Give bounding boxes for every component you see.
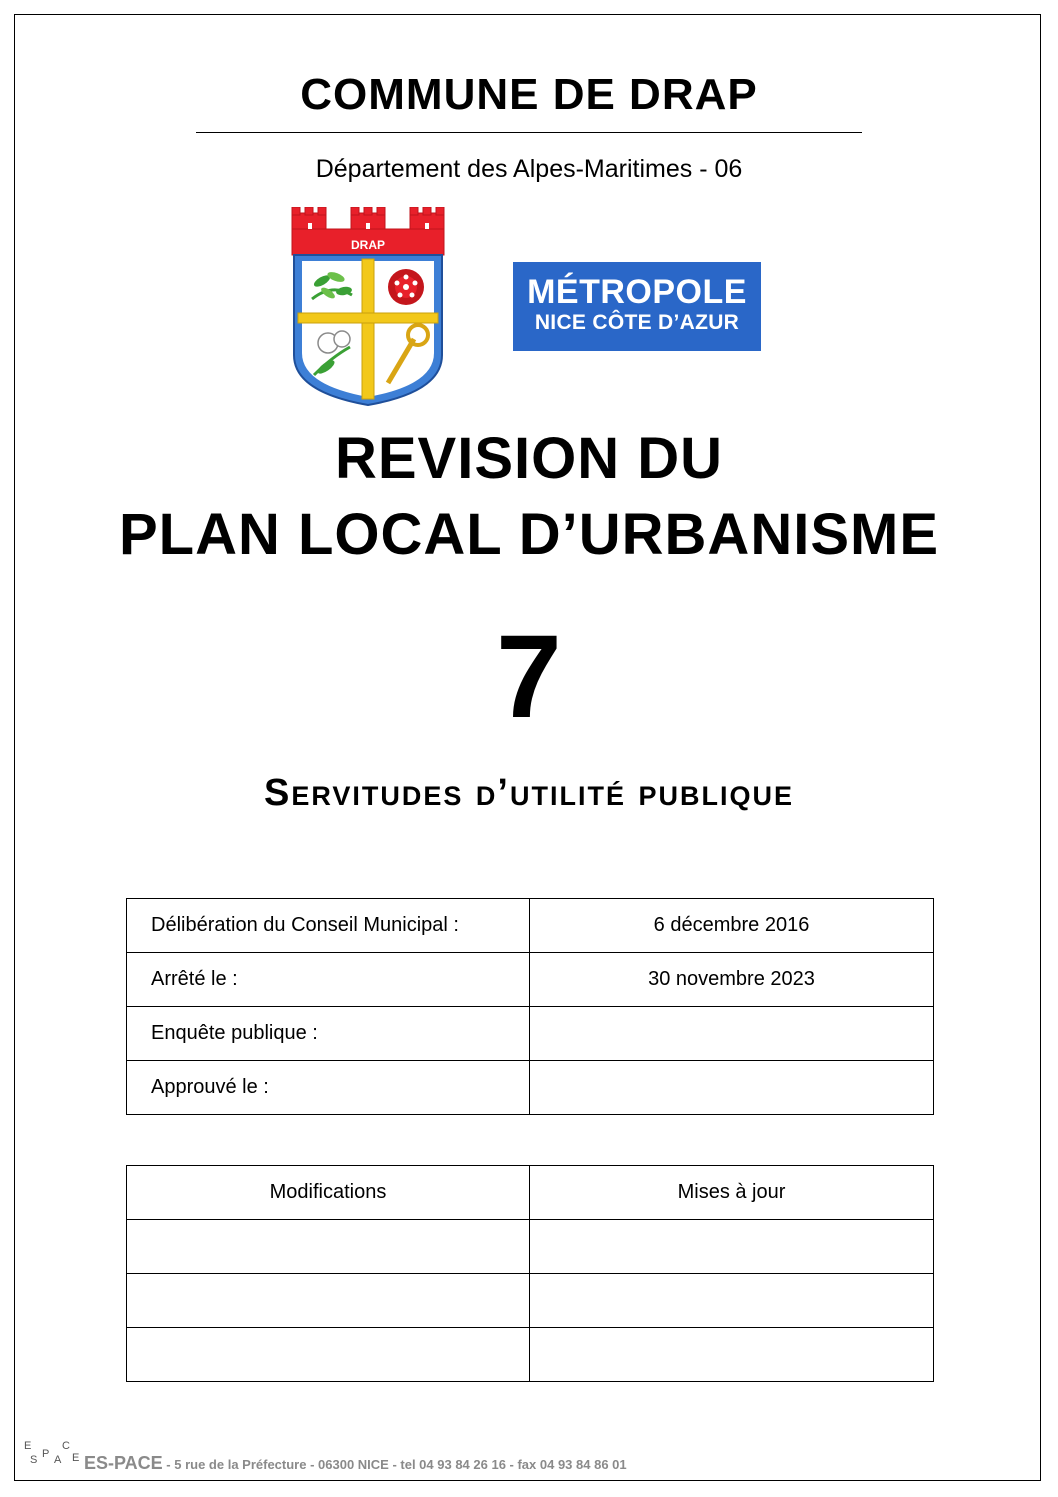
procedure-label: Approuvé le : <box>127 1061 530 1115</box>
table-cell <box>530 1220 934 1274</box>
crest-label: DRAP <box>350 238 386 252</box>
modifications-table <box>126 1165 934 1382</box>
table-row <box>127 899 934 953</box>
table-row <box>127 1274 934 1328</box>
table-cell <box>127 1328 530 1382</box>
table-cell <box>127 1274 530 1328</box>
procedure-value: 30 novembre 2023 <box>530 953 934 1007</box>
procedure-label: Délibération du Conseil Municipal : <box>127 899 530 953</box>
table-row <box>127 953 934 1007</box>
column-header-modifications: Modifications <box>127 1166 530 1220</box>
procedure-value: 6 décembre 2016 <box>530 899 934 953</box>
metropole-logo-line2: NICE CÔTE D’AZUR <box>534 311 740 334</box>
document-subtitle: Servitudes d’utilité publique <box>263 772 795 814</box>
metropole-logo-line1: MÉTROPOLE <box>527 273 747 311</box>
table-cell <box>530 1328 934 1382</box>
commune-title: COMMUNE DE DRAP <box>300 70 758 119</box>
footer-address: - 5 rue de la Préfecture - 06300 NICE - tel 04 93 84 26 16 - fax 04 93 84 86 01 <box>162 1457 627 1472</box>
procedure-label: Arrêté le : <box>127 953 530 1007</box>
procedure-value <box>530 1007 934 1061</box>
table-row <box>127 1061 934 1115</box>
document-title-line1: REVISION DU <box>334 426 724 491</box>
procedure-value <box>530 1061 934 1115</box>
procedure-label: Enquête publique : <box>127 1007 530 1061</box>
footer <box>22 1440 1022 1476</box>
footer-contact <box>84 1453 627 1474</box>
rose-icon <box>388 269 424 305</box>
drap-coat-of-arms <box>288 207 448 407</box>
table-row <box>127 1328 934 1382</box>
table-header-row <box>127 1166 934 1220</box>
table-cell <box>530 1274 934 1328</box>
table-cell <box>127 1220 530 1274</box>
espace-logo: E S P A C E <box>24 1440 80 1466</box>
table-row <box>127 1220 934 1274</box>
header-divider <box>196 132 862 133</box>
document-title-line2: PLAN LOCAL D’URBANISME <box>118 502 940 567</box>
volume-number: 7 <box>496 611 562 743</box>
column-header-mises-a-jour: Mises à jour <box>530 1166 934 1220</box>
procedure-table <box>126 898 934 1115</box>
table-row <box>127 1007 934 1061</box>
metropole-logo <box>513 262 761 351</box>
department-subtitle: Département des Alpes-Maritimes - 06 <box>315 155 743 183</box>
footer-brand: ES-PACE <box>84 1453 163 1473</box>
